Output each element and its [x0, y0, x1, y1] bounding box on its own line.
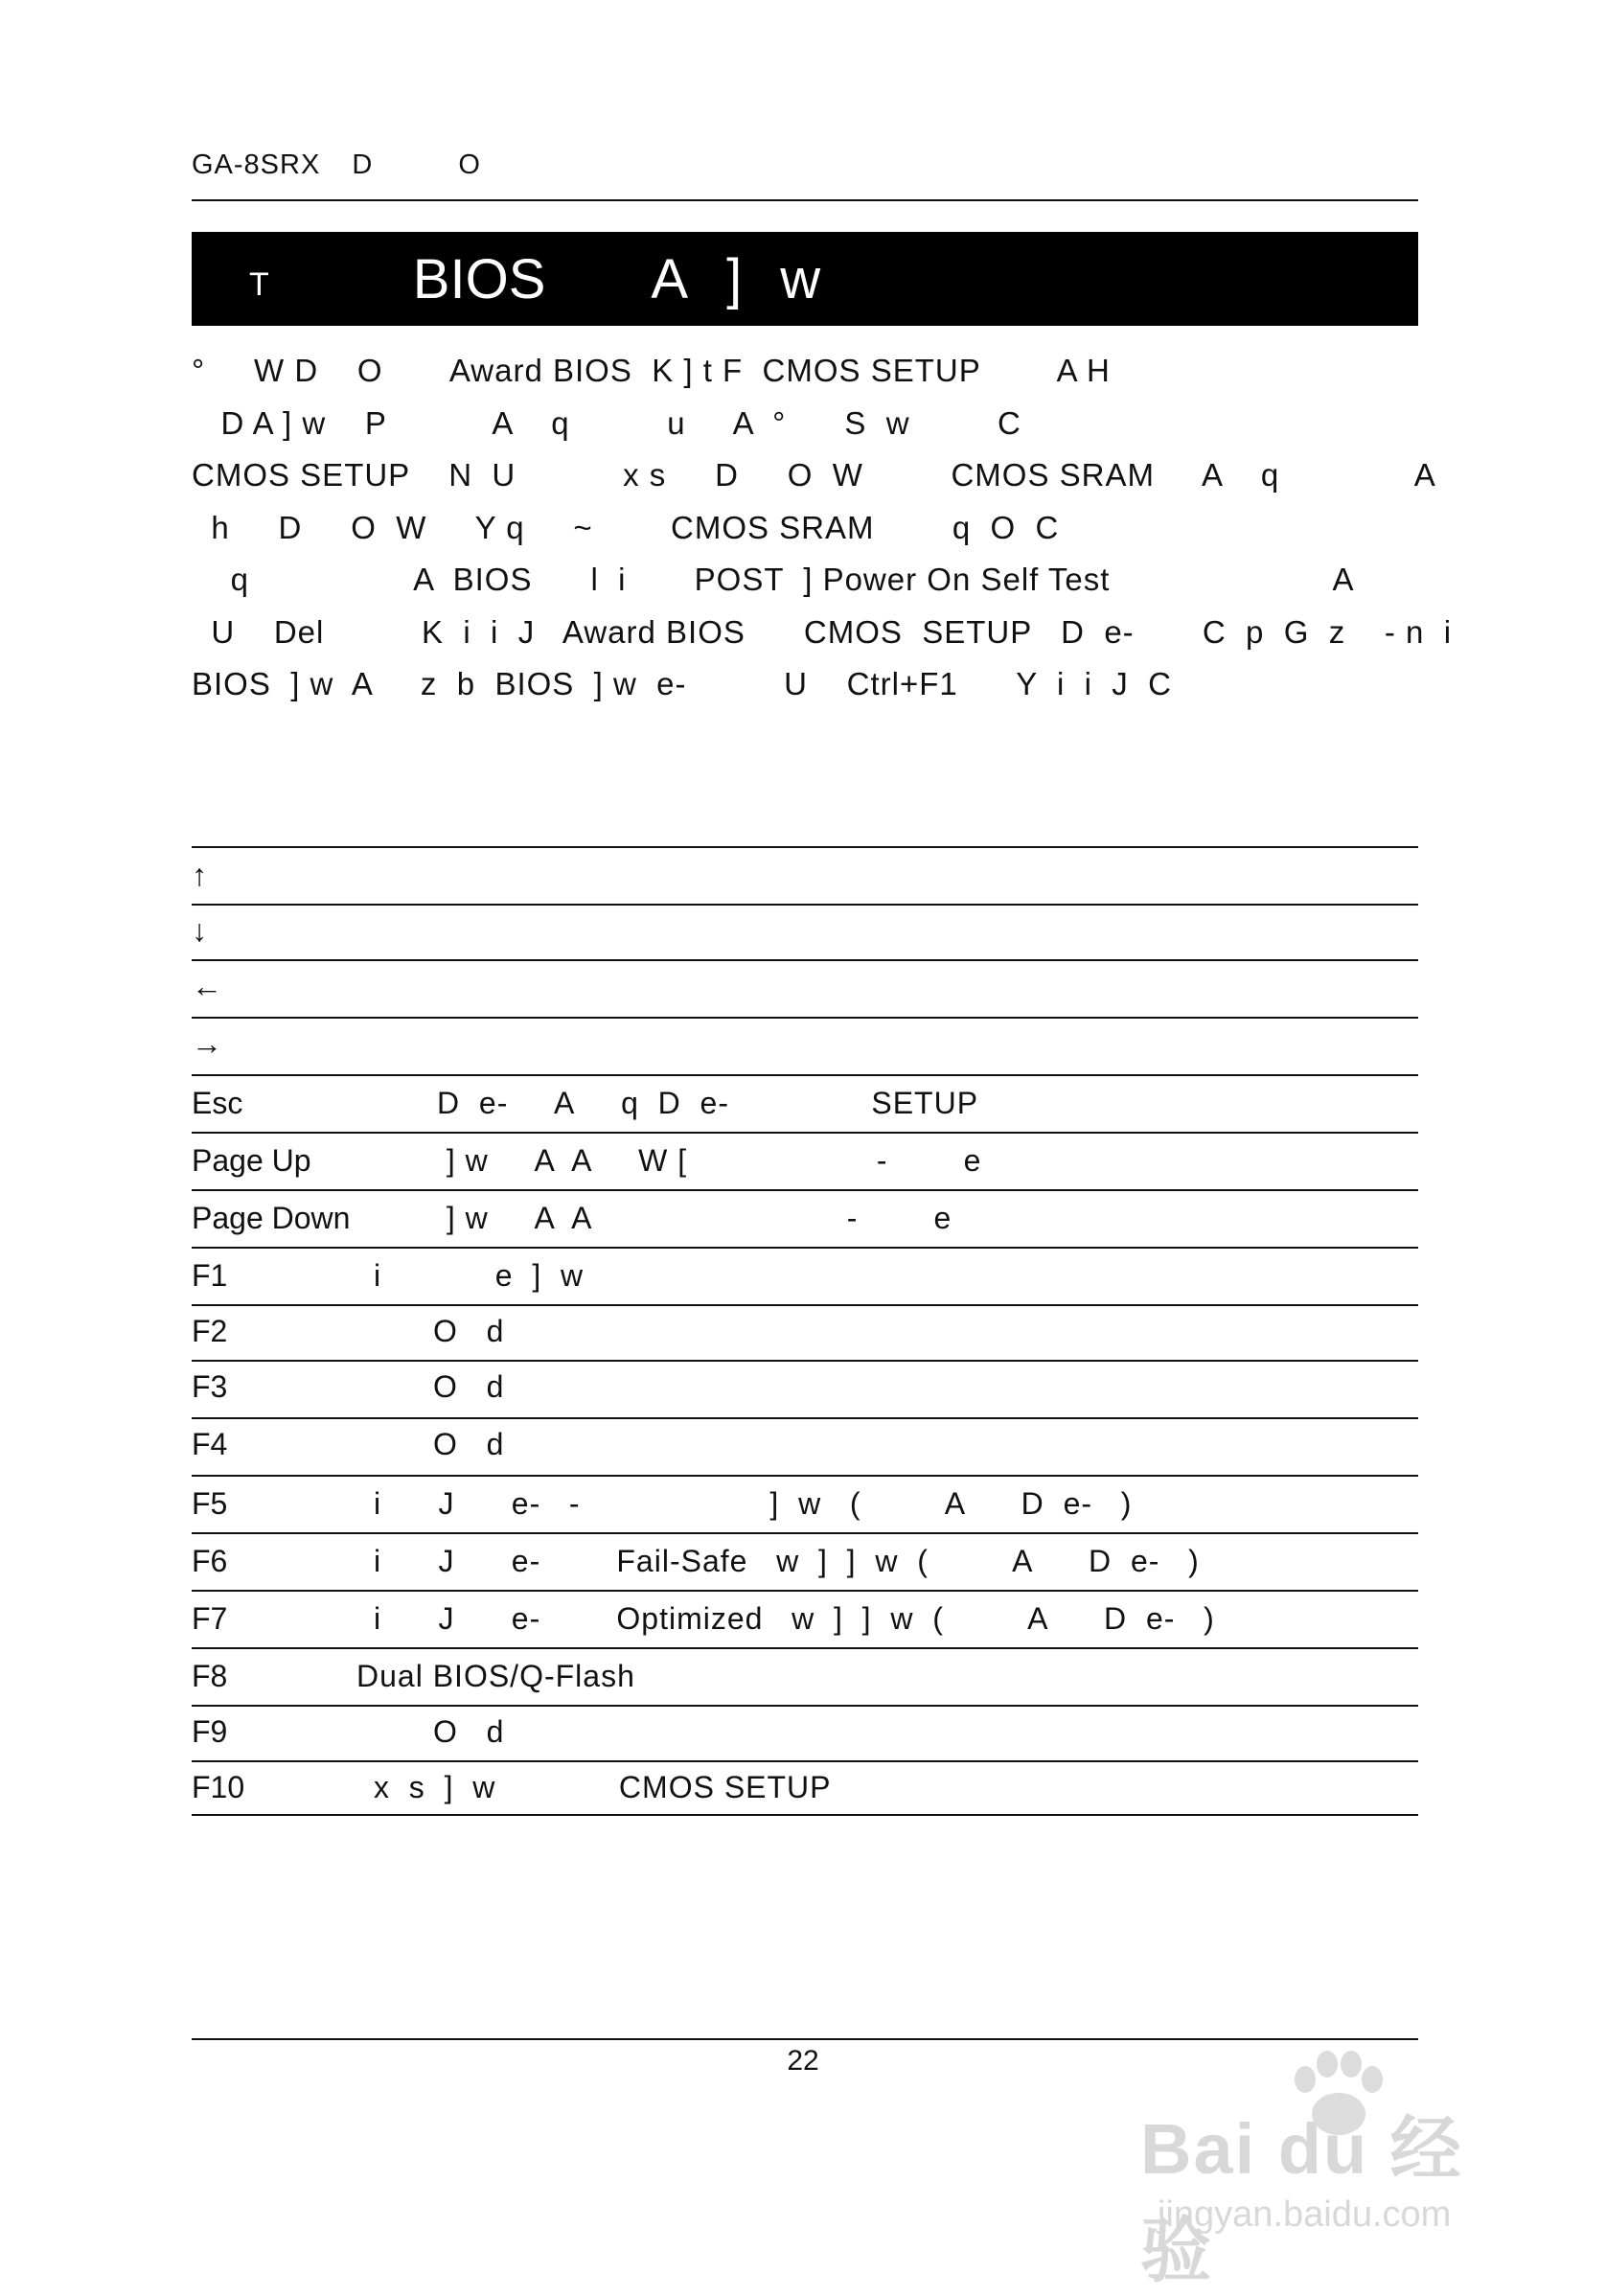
key-desc: i J e- - ] w ( A D e- ) — [374, 1486, 1133, 1521]
header-part1: D — [352, 149, 374, 180]
key-function-table — [192, 846, 1418, 1816]
key-desc: i J e- Optimized w ] ] w ( A D e- ) — [374, 1601, 1215, 1636]
page-header — [192, 149, 1418, 181]
right-arrow-icon: → — [192, 1026, 222, 1061]
key-row-f4 — [192, 1419, 1418, 1477]
chapter-title-bios: BIOS — [412, 247, 546, 310]
key-row-f8 — [192, 1649, 1418, 1707]
key-row-down — [192, 906, 1418, 961]
header-rule — [192, 199, 1418, 201]
intro-line: U Del K i i J Award BIOS CMOS SETUP D e- C p G z - n i — [192, 613, 1453, 650]
key-label: F2 — [192, 1314, 228, 1348]
down-arrow-icon: ↓ — [192, 913, 207, 948]
key-row-f7 — [192, 1592, 1418, 1649]
watermark — [1140, 2051, 1524, 2290]
key-label: Page Down — [192, 1201, 351, 1235]
key-row-f5 — [192, 1477, 1418, 1534]
key-row-f2 — [192, 1306, 1418, 1362]
intro-line: CMOS SETUP N U x s D O W CMOS SRAM A q A — [192, 457, 1436, 493]
key-label: Page Up — [192, 1143, 311, 1178]
key-row-f1 — [192, 1249, 1418, 1306]
left-arrow-icon: ← — [192, 969, 222, 1003]
chapter-title-bar — [192, 232, 1418, 326]
key-label: F1 — [192, 1258, 228, 1293]
key-row-right — [192, 1019, 1418, 1076]
key-row-page-down — [192, 1191, 1418, 1249]
key-row-f9 — [192, 1707, 1418, 1762]
watermark-logo: Bai du 经验 — [1140, 2109, 1463, 2290]
key-desc: ] w A A W [ - e — [437, 1143, 982, 1178]
key-label: F7 — [192, 1601, 228, 1636]
intro-paragraph — [192, 345, 1453, 711]
key-desc: O d — [433, 1714, 505, 1749]
key-row-page-up — [192, 1134, 1418, 1191]
footer-rule — [192, 2038, 1418, 2040]
key-row-up — [192, 848, 1418, 906]
key-label: Esc — [192, 1086, 243, 1120]
key-row-f6 — [192, 1534, 1418, 1592]
key-desc: O d — [433, 1369, 505, 1404]
intro-line: BIOS ] w A z b BIOS ] w e- U Ctrl+F1 Y i i J C — [192, 666, 1172, 701]
watermark-url: jingyan.baidu.com — [1158, 2194, 1452, 2235]
key-desc: x s ] w CMOS SETUP — [374, 1770, 832, 1804]
key-row-left — [192, 961, 1418, 1019]
chapter-title-char-3: w — [780, 247, 821, 310]
intro-line: D A ] w P A q u A ° S w C — [192, 404, 1021, 441]
key-label: F10 — [192, 1770, 245, 1804]
key-desc: i e ] w — [374, 1258, 585, 1293]
chapter-title-char-1: A — [651, 247, 689, 310]
key-label: F9 — [192, 1714, 228, 1749]
key-label: F6 — [192, 1544, 228, 1578]
key-label: F4 — [192, 1427, 228, 1461]
intro-line: q A BIOS l i POST ] Power On Self Test A — [192, 562, 1355, 597]
key-desc: O d — [433, 1427, 505, 1461]
key-row-f10 — [192, 1762, 1418, 1816]
key-desc: Dual BIOS/Q-Flash — [356, 1659, 635, 1693]
key-label: F3 — [192, 1369, 228, 1404]
key-row-f3 — [192, 1362, 1418, 1419]
key-desc: O d — [433, 1314, 505, 1348]
key-desc: D e- A q D e- SETUP — [437, 1086, 979, 1120]
key-label: F5 — [192, 1486, 228, 1521]
key-row-esc — [192, 1076, 1418, 1134]
chapter-number: T — [249, 265, 269, 303]
page-number: 22 — [787, 2045, 819, 2077]
chapter-title-char-2: ] — [726, 247, 743, 310]
key-label: F8 — [192, 1659, 228, 1693]
up-arrow-icon: ↑ — [192, 858, 207, 892]
key-desc: ] w A A - e — [437, 1201, 952, 1235]
header-model: GA-8SRX — [192, 149, 321, 180]
intro-line: h D O W Y q ~ CMOS SRAM q O C — [192, 509, 1060, 545]
intro-line: ° W D O Award BIOS K ] t F CMOS SETUP A H — [192, 353, 1111, 388]
key-desc: i J e- Fail-Safe w ] ] w ( A D e- ) — [374, 1544, 1200, 1578]
header-part2: O — [458, 149, 481, 180]
